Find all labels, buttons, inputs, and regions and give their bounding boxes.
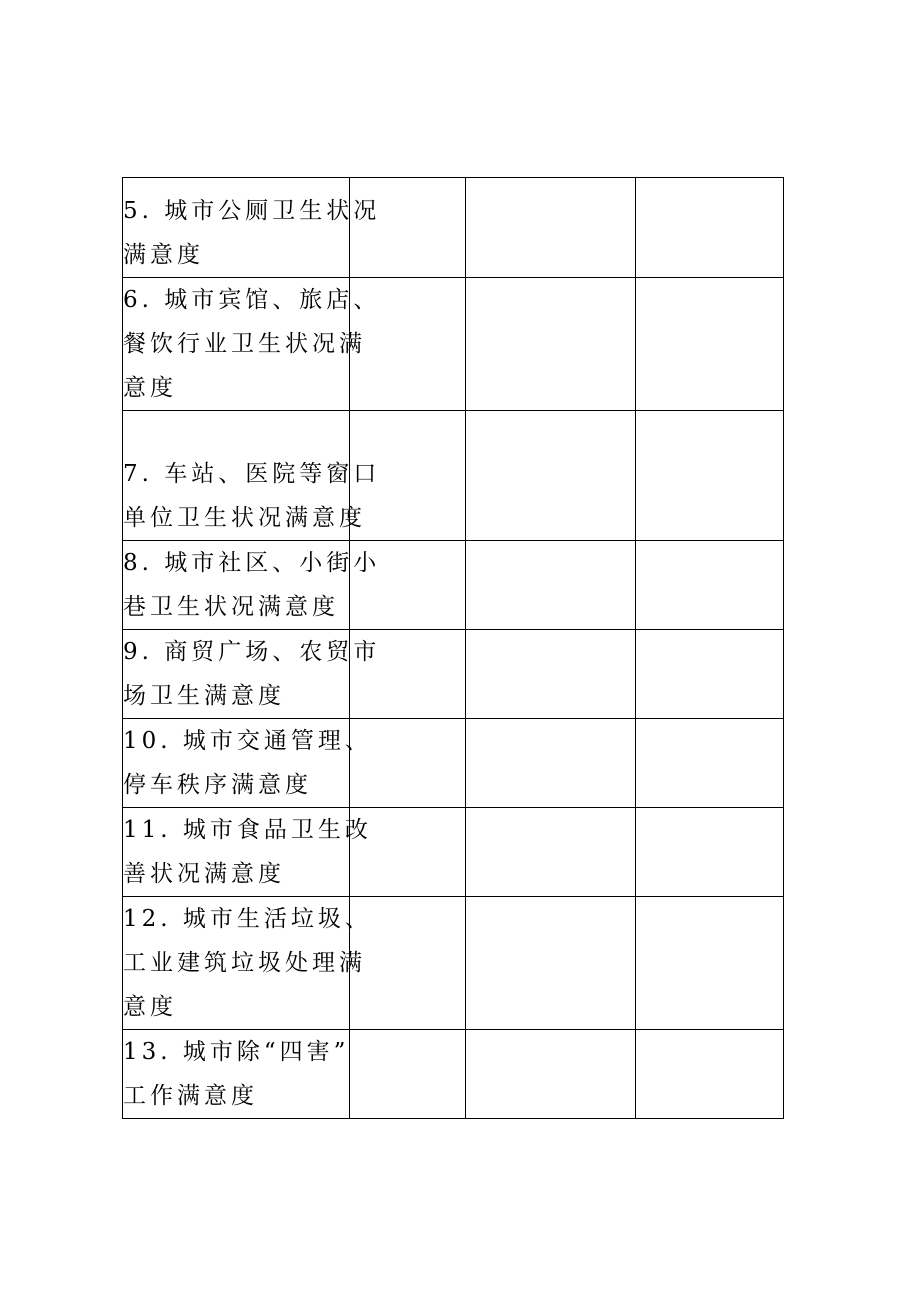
survey-item-text: 场卫生满意度 — [123, 683, 285, 709]
survey-item-cell — [123, 719, 372, 808]
table-row — [123, 630, 784, 719]
rating-cell[interactable] — [636, 278, 784, 411]
rating-cell[interactable] — [636, 897, 784, 1030]
rating-cell[interactable] — [466, 808, 636, 897]
table-row — [123, 897, 784, 1030]
rating-cell[interactable] — [636, 808, 784, 897]
rating-cell[interactable] — [636, 541, 784, 630]
table-row — [123, 541, 784, 630]
survey-item-text: 意度 — [123, 994, 177, 1020]
survey-item-text: 单位卫生状况满意度 — [123, 505, 366, 531]
survey-item-cell — [123, 178, 381, 278]
survey-item-text: 12. 城市生活垃圾、 — [123, 906, 372, 932]
table-row — [123, 719, 784, 808]
survey-item-text: 巷卫生状况满意度 — [123, 594, 339, 620]
rating-cell[interactable] — [636, 630, 784, 719]
rating-cell[interactable] — [636, 1030, 784, 1119]
rating-cell[interactable] — [466, 630, 636, 719]
rating-cell[interactable] — [466, 278, 636, 411]
table-row — [123, 178, 784, 278]
survey-item-cell — [123, 630, 381, 719]
rating-cell[interactable] — [350, 1030, 466, 1119]
table-row — [123, 1030, 784, 1119]
survey-item-cell — [123, 541, 381, 630]
survey-item-text: 善状况满意度 — [123, 861, 285, 887]
survey-item-text: 满意度 — [123, 242, 204, 268]
survey-item-text: 9. 商贸广场、农贸市 — [123, 639, 381, 665]
survey-item-text: 餐饮行业卫生状况满 — [123, 331, 366, 357]
survey-item-text: 11. 城市食品卫生改 — [123, 817, 372, 843]
rating-cell[interactable] — [636, 178, 784, 278]
survey-item-text: 10. 城市交通管理、 — [123, 728, 372, 754]
rating-cell[interactable] — [466, 411, 636, 541]
rating-cell[interactable] — [466, 1030, 636, 1119]
rating-cell[interactable] — [466, 178, 636, 278]
rating-cell[interactable] — [636, 719, 784, 808]
survey-item-text: 7. 车站、医院等窗口 — [123, 461, 381, 487]
survey-item-text: 工业建筑垃圾处理满 — [123, 950, 366, 976]
rating-cell[interactable] — [350, 178, 466, 278]
survey-item-cell — [123, 1030, 350, 1119]
survey-item-text: 8. 城市社区、小街小 — [123, 550, 381, 576]
survey-item-text: 工作满意度 — [123, 1083, 258, 1109]
survey-item-text: 6. 城市宾馆、旅店、 — [123, 287, 381, 313]
rating-cell[interactable] — [466, 897, 636, 1030]
survey-item-text: 意度 — [123, 375, 177, 401]
survey-item-text: 停车秩序满意度 — [123, 772, 312, 798]
rating-cell[interactable] — [636, 411, 784, 541]
table-row — [123, 411, 784, 541]
table-row — [123, 808, 784, 897]
satisfaction-survey-table — [122, 177, 784, 1119]
survey-item-cell — [123, 278, 381, 411]
survey-item-text: 13. 城市除“四害” — [123, 1039, 350, 1065]
survey-item-text: 5. 城市公厕卫生状况 — [123, 198, 381, 224]
rating-cell[interactable] — [466, 719, 636, 808]
survey-item-cell — [123, 897, 372, 1030]
survey-item-cell — [123, 411, 381, 541]
table-row — [123, 278, 784, 411]
rating-cell[interactable] — [466, 541, 636, 630]
survey-item-cell — [123, 808, 372, 897]
